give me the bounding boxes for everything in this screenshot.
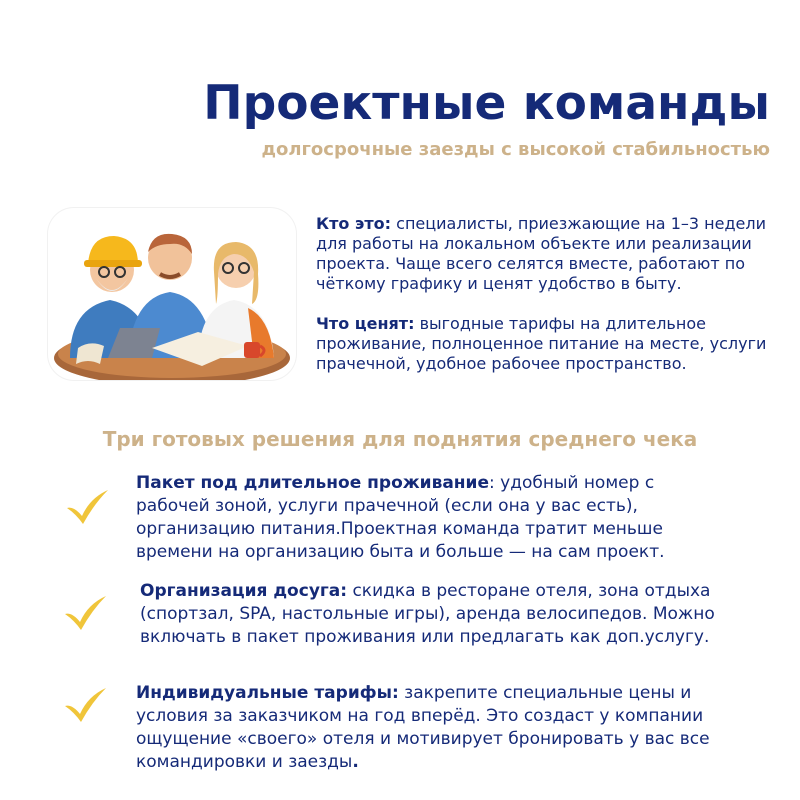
- solutions-heading: Три готовых решения для поднятия среднего чека: [102, 427, 698, 451]
- values-text: выгодные тарифы на длительное проживание, полноценное питание на месте, услуги прачечной, удобное рабочее пространство.: [316, 314, 767, 373]
- solution-item-long-stay: [136, 472, 716, 564]
- page-title: Проектные команды: [203, 76, 770, 131]
- solution-label: Пакет под длительное проживание: [136, 473, 489, 493]
- solution-text: закрепите специальные цены и условия за заказчиком на год вперёд. Это создаст у компании ощущение «своего» отеля и мотивирует бронировать у вас все командировки и заезды: [136, 683, 710, 772]
- solution-end: .: [352, 752, 359, 772]
- team-of-three-specialists-illustration: [48, 208, 296, 380]
- check-icon: [64, 486, 110, 526]
- solution-item-individual-rates: [136, 682, 716, 774]
- check-icon: [62, 684, 108, 724]
- who-text: специалисты, приезжающие на 1–3 недели для работы на локальном объекте или реализации проекта. Чаще всего селятся вместе, работают по чёткому графику и ценят удобство в быту.: [316, 214, 766, 293]
- check-icon: [62, 592, 108, 632]
- solution-label: Индивидуальные тарифы:: [136, 683, 399, 703]
- solution-item-leisure: [140, 580, 720, 649]
- who-paragraph: [316, 214, 776, 294]
- page-subtitle: долгосрочные заезды с высокой стабильностью: [261, 139, 770, 160]
- solution-text: скидка в ресторане отеля, зона отдыха (спортзал, SPA, настольные игры), аренда велосипедов. Можно включать в пакет проживания или предлагать как доп.услугу.: [140, 581, 715, 647]
- values-paragraph: [316, 314, 776, 374]
- team-illustration: [48, 208, 296, 380]
- intro-block: [316, 214, 776, 394]
- solution-text: : удобный номер с рабочей зоной, услуги прачечной (если она у вас есть), организацию питания.Проектная команда тратит меньше времени на организацию быта и больше — на сам проект.: [136, 473, 665, 562]
- values-label: Что ценят:: [316, 314, 415, 333]
- solution-label: Организация досуга:: [140, 581, 348, 601]
- who-label: Кто это:: [316, 214, 392, 233]
